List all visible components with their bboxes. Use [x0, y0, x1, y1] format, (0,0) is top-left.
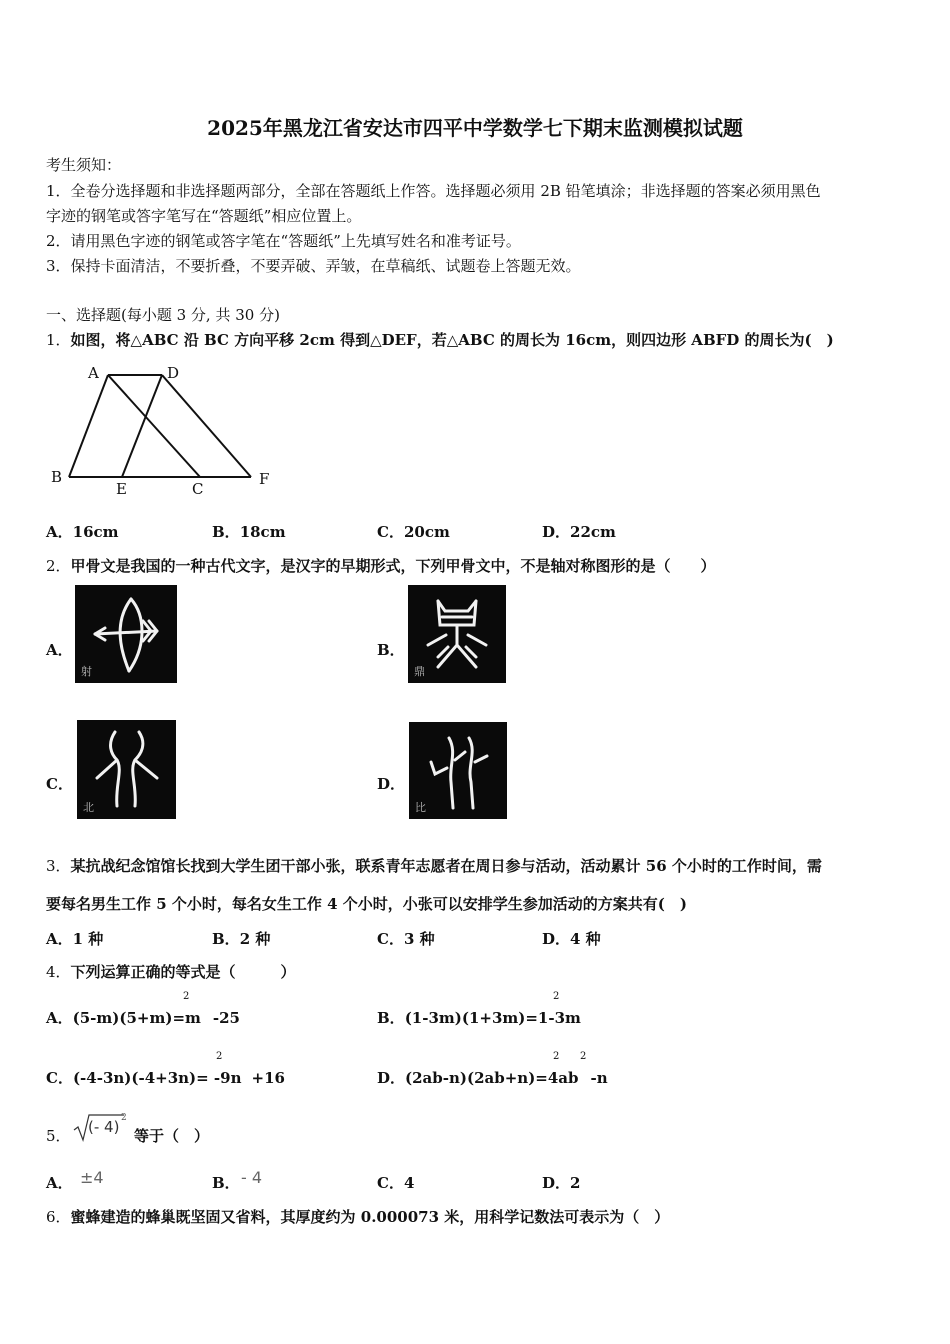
exponent: 2: [553, 1051, 560, 1062]
q4-option-a[interactable]: A．(5-m)(5+m)=m -25: [46, 1009, 240, 1027]
question-text: 蜜蜂建造的蜂巢既坚固又省料，其厚度约为 0.000073 米，用科学记数法可表示为（ ）: [70, 1208, 670, 1226]
q3-option-c[interactable]: C．3 种: [377, 930, 435, 948]
q5-option-a-label[interactable]: A．: [46, 1174, 73, 1192]
section-heading: 一、选择题(每小题 3 分, 共 30 分): [46, 306, 280, 324]
question-5-text: 等于（ ）: [134, 1127, 210, 1145]
q5-option-c[interactable]: C．4: [377, 1174, 415, 1192]
oracle-ding-icon[interactable]: [408, 585, 506, 683]
point-label-a: A: [88, 364, 99, 382]
oracle-bi-icon[interactable]: [409, 722, 507, 819]
q2-option-a-label[interactable]: A．: [46, 641, 73, 659]
glyph-caption: 射: [81, 665, 92, 678]
question-text: 如图，将△ABC 沿 BC 方向平移 2cm 得到△DEF，若△ABC 的周长为 16cm，则四边形 ABFD 的周长为( ): [70, 331, 834, 349]
q4-option-c[interactable]: C．(-4-3n)(-4+3n)= -9n +16: [46, 1069, 285, 1087]
notice-heading: 考生须知：: [46, 156, 122, 174]
q1-option-b[interactable]: B．18cm: [212, 523, 286, 541]
question-number: 2．: [46, 557, 71, 575]
point-label-f: F: [259, 470, 270, 488]
question-6: [46, 1206, 669, 1227]
q2-option-b-label[interactable]: B．: [377, 641, 405, 659]
glyph-caption: 北: [83, 801, 94, 814]
point-label-d: D: [167, 364, 180, 382]
question-text: 甲骨文是我国的一种古代文字，是汉字的早期形式，下列甲骨文中，不是轴对称图形的是（ ）: [70, 557, 716, 575]
radicand-exponent: 2: [121, 1113, 127, 1123]
q5-option-b-label[interactable]: B．: [212, 1174, 240, 1192]
notice-line-2: 2．请用黑色字迹的钢笔或答字笔在“答题纸”上先填写姓名和准考证号。: [46, 232, 521, 250]
q5-option-b-value[interactable]: - 4: [241, 1168, 263, 1187]
q5-option-a-value[interactable]: ±4: [80, 1168, 104, 1187]
point-label-e: E: [116, 480, 127, 498]
question-text-line-2: 要每名男生工作 5 个小时，每名女生工作 4 个小时，小张可以安排学生参加活动的方案共有( ): [46, 895, 687, 913]
question-1: [46, 329, 834, 350]
glyph-caption: 鼎: [414, 665, 425, 678]
question-3: [46, 855, 822, 876]
q4-option-d[interactable]: D．(2ab-n)(2ab+n)=4ab -n: [377, 1069, 608, 1087]
exponent: 2: [183, 991, 190, 1002]
q1-option-a[interactable]: A．16cm: [46, 523, 119, 541]
point-label-c: C: [192, 480, 204, 498]
notice-line-1b: 字迹的钢笔或答字笔写在“答题纸”相应位置上。: [46, 207, 362, 225]
q4-option-b[interactable]: B．(1-3m)(1+3m)=1-3m: [377, 1009, 581, 1027]
q5-option-d[interactable]: D．2: [542, 1174, 581, 1192]
point-label-b: B: [51, 468, 63, 486]
question-number: 6．: [46, 1208, 71, 1226]
radicand: (- 4): [88, 1118, 120, 1136]
translation-figure: [46, 360, 276, 500]
q3-option-d[interactable]: D．4 种: [542, 930, 601, 948]
q2-option-d-label[interactable]: D．: [377, 775, 406, 793]
question-number: 3．: [46, 857, 71, 875]
question-2: [46, 555, 716, 576]
question-text: 下列运算正确的等式是（ ）: [70, 963, 296, 981]
notice-line-3: 3．保持卡面清洁，不要折叠，不要弄破、弄皱，在草稿纸、试题卷上答题无效。: [46, 257, 581, 275]
exponent: 2: [216, 1051, 223, 1062]
question-5-number: 5．: [46, 1127, 71, 1145]
q1-option-d[interactable]: D．22cm: [542, 523, 616, 541]
q1-option-c[interactable]: C．20cm: [377, 523, 450, 541]
q3-option-b[interactable]: B．2 种: [212, 930, 271, 948]
oracle-she-icon[interactable]: [75, 585, 177, 683]
oracle-bei-icon[interactable]: [77, 720, 176, 819]
exponent: 2: [580, 1051, 587, 1062]
page-title: 2025年黑龙江省安达市四平中学数学七下期末监测模拟试题: [207, 116, 743, 140]
exponent: 2: [553, 991, 560, 1002]
q3-option-a[interactable]: A．1 种: [46, 930, 104, 948]
question-number: 4．: [46, 963, 71, 981]
question-number: 1．: [46, 331, 71, 349]
glyph-caption: 比: [415, 801, 426, 814]
q2-option-c-label[interactable]: C．: [46, 775, 73, 793]
notice-line-1: 1．全卷分选择题和非选择题两部分，全部在答题纸上作答。选择题必须用 2B 铅笔填涂；非选择题的答案必须用黑色: [46, 182, 821, 200]
question-text-line-1: 某抗战纪念馆馆长找到大学生团干部小张，联系青年志愿者在周日参与活动，活动累计 56 个小时的工作时间，需: [70, 857, 822, 875]
question-4: [46, 961, 296, 982]
